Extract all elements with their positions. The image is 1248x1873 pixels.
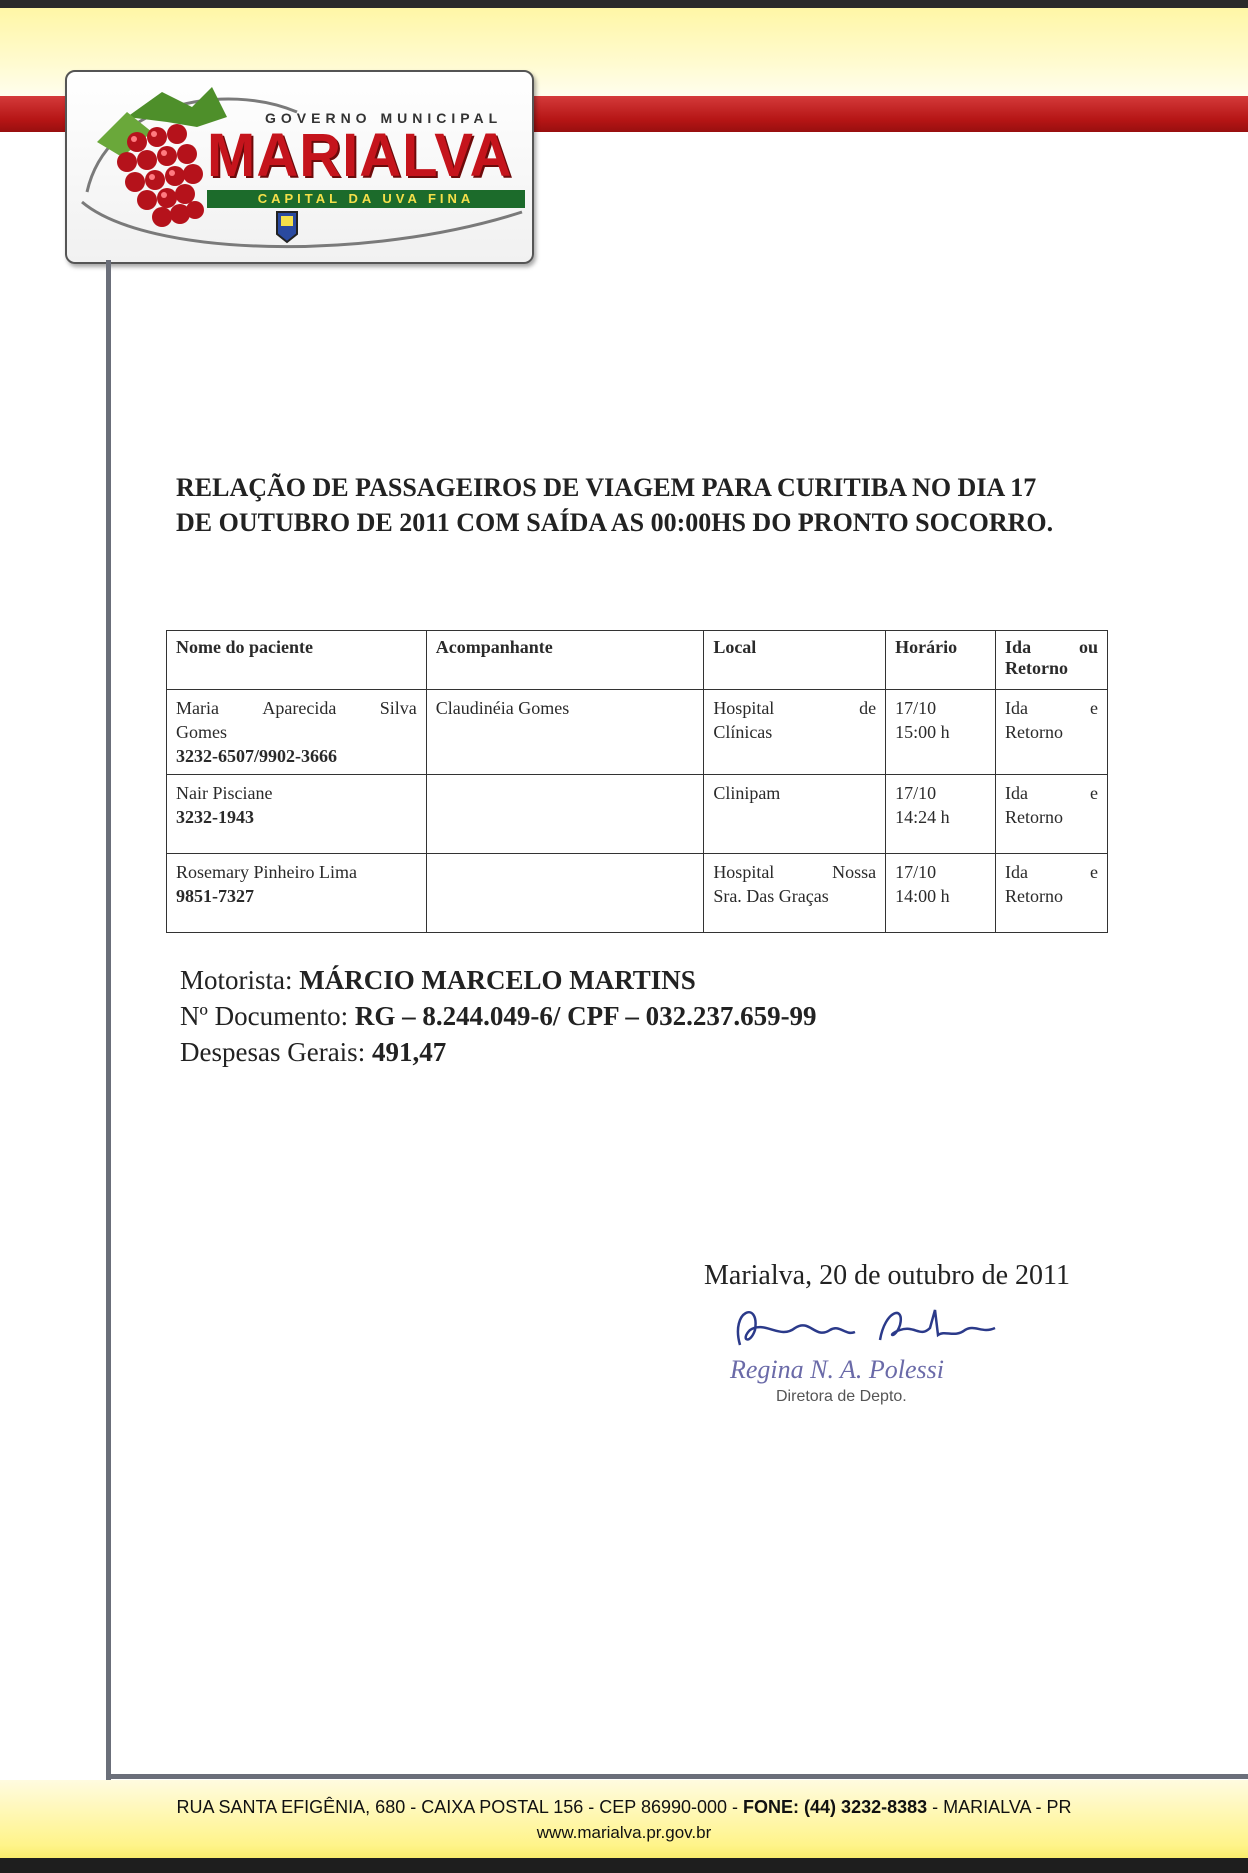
local-cell: Clinipam (704, 775, 886, 854)
direction-part: Retorno (1005, 807, 1064, 827)
patient-cell (167, 854, 427, 933)
driver-label: Motorista: (180, 965, 293, 995)
bottom-margin-rule (106, 1774, 1248, 1779)
direction-part: Ida (1005, 698, 1029, 718)
col-local: Local (704, 631, 886, 690)
top-scan-edge (0, 0, 1248, 8)
direction-part: Ida (1005, 783, 1029, 803)
trip-date: 17/10 (895, 698, 937, 718)
col-companion: Acompanhante (426, 631, 704, 690)
table-row (167, 854, 1108, 933)
document-value: RG – 8.244.049-6/ CPF – 032.237.659-99 (354, 1001, 817, 1031)
patient-name-part: Gomes (176, 722, 227, 742)
expenses-label: Despesas Gerais: (180, 1037, 366, 1067)
direction-cell (996, 690, 1108, 775)
driver-name: MÁRCIO MARCELO MARTINS (299, 965, 696, 995)
local-part: Sra. Das Graças (713, 886, 829, 906)
driver-line (180, 962, 817, 998)
patient-cell (167, 775, 427, 854)
companion-cell: Claudinéia Gomes (426, 690, 704, 775)
direction-part: Retorno (1005, 722, 1064, 742)
local-part: Nossa (832, 862, 877, 882)
patient-phone: 3232-6507/9902-3666 (176, 746, 337, 766)
local-part: Hospital (713, 862, 775, 882)
signatory-role: Diretora de Depto. (776, 1388, 907, 1405)
table-row (167, 690, 1108, 775)
trip-date: 17/10 (895, 783, 937, 803)
patient-phone: 9851-7327 (176, 886, 254, 906)
patient-name: Rosemary Pinheiro Lima (176, 862, 357, 882)
document-label: Nº Documento: (180, 1001, 349, 1031)
document-line (180, 998, 817, 1034)
col-patient: Nome do paciente (167, 631, 427, 690)
footer-website: www.marialva.pr.gov.br (536, 1823, 712, 1842)
gov-line: GOVERNO MUNICIPAL (265, 110, 503, 126)
footer-address-text: RUA SANTA EFIGÊNIA, 680 - CAIXA POSTAL 156 - CEP 86990-000 - (176, 1797, 744, 1817)
trip-time: 15:00 h (895, 722, 950, 742)
direction-part: e (1090, 698, 1098, 718)
driver-info (180, 962, 817, 1070)
time-cell (886, 854, 996, 933)
local-part: Clínicas (713, 722, 773, 742)
patient-name-part: Silva (379, 698, 417, 718)
direction-part: e (1090, 862, 1098, 882)
local-cell (704, 690, 886, 775)
patient-name-part: Aparecida (262, 698, 337, 718)
local-cell (704, 854, 886, 933)
left-margin-rule (106, 260, 111, 1780)
municipal-logo (65, 70, 534, 264)
col-direction-a: Ida (1005, 637, 1032, 657)
time-cell (886, 775, 996, 854)
expenses-value: 491,47 (371, 1037, 447, 1067)
expenses-line (180, 1034, 817, 1070)
footer-phone: FONE: (44) 3232-8383 (743, 1797, 928, 1817)
col-time: Horário (886, 631, 996, 690)
table-row (167, 775, 1108, 854)
trip-time: 14:24 h (895, 807, 950, 827)
companion-cell (426, 775, 704, 854)
place-date: Marialva, 20 de outubro de 2011 (704, 1260, 1070, 1291)
direction-cell (996, 854, 1108, 933)
city-tagline: CAPITAL DA UVA FINA (207, 190, 525, 208)
trip-date: 17/10 (895, 862, 937, 882)
local-part: Hospital (713, 698, 775, 718)
col-direction-b: ou (1078, 637, 1098, 657)
document-title: RELAÇÃO DE PASSAGEIROS DE VIAGEM PARA CURITIBA NO DIA 17 DE OUTUBRO DE 2011 COM SAÍDA AS 00:00HS DO PRONTO SOCORRO. (176, 473, 1054, 537)
trip-time: 14:00 h (895, 886, 950, 906)
patient-cell (167, 690, 427, 775)
local-part: de (859, 698, 877, 718)
direction-part: Retorno (1005, 886, 1064, 906)
city-name: MARIALVA (207, 121, 513, 190)
patient-phone: 3232-1943 (176, 807, 254, 827)
col-direction-c: Retorno (1005, 658, 1069, 678)
table-header-row (167, 631, 1108, 690)
signatory-name: Regina N. A. Polessi (730, 1355, 945, 1384)
patient-name-part: Maria (176, 698, 219, 718)
passenger-table (166, 630, 1108, 933)
patient-name: Nair Pisciane (176, 783, 273, 803)
direction-part: e (1090, 783, 1098, 803)
col-direction (996, 631, 1108, 690)
companion-cell (426, 854, 704, 933)
time-cell (886, 690, 996, 775)
bottom-scan-edge (0, 1858, 1248, 1873)
footer-address-end: - MARIALVA - PR (927, 1797, 1072, 1817)
handwritten-signature (720, 1300, 1020, 1360)
direction-cell (996, 775, 1108, 854)
direction-part: Ida (1005, 862, 1029, 882)
footer-address (0, 1797, 1248, 1818)
